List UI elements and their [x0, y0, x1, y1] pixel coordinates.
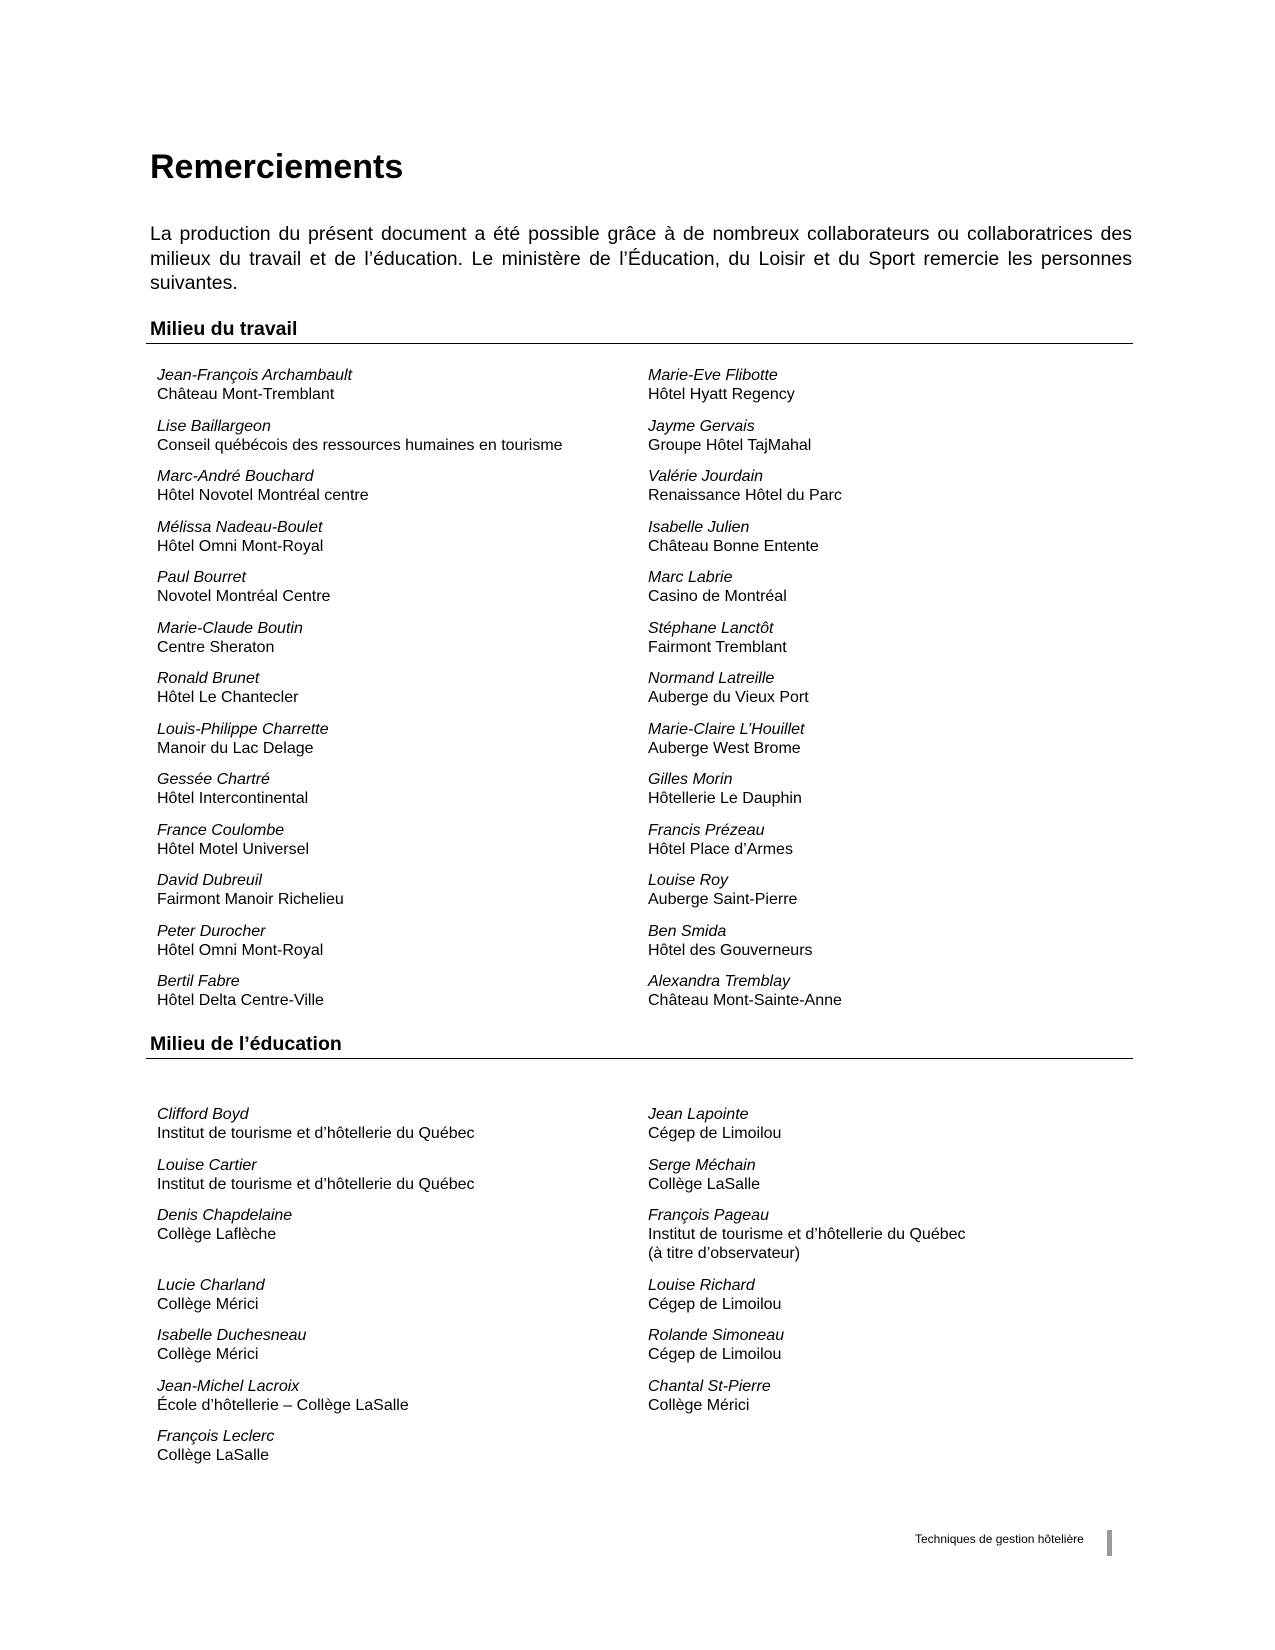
contributor-name: Mélissa Nadeau-Boulet: [157, 518, 323, 536]
list-item: [157, 518, 648, 556]
contributor-organization: Château Mont-Tremblant: [157, 386, 335, 403]
contributor-name: Francis Prézeau: [648, 821, 765, 839]
contributor-name: Normand Latreille: [648, 670, 775, 687]
contributor-name: Chantal St-Pierre: [648, 1377, 771, 1395]
contributor-name: Stéphane Lanctôt: [648, 619, 774, 637]
list-item: [648, 1206, 1048, 1263]
list-item: [157, 1156, 648, 1194]
contributor-name: Marie-Claude Boutin: [157, 619, 303, 637]
contributor-organization: Hôtel Intercontinental: [157, 790, 309, 807]
contributor-name: Serge Méchain: [648, 1156, 756, 1174]
list-item: [648, 1377, 1048, 1415]
list-item: [648, 1326, 1048, 1364]
contributor-organization: Groupe Hôtel TajMahal: [648, 436, 812, 454]
contributor-organization: Hôtel Motel Universel: [157, 840, 310, 858]
work-contributors-list: [157, 366, 1048, 1010]
list-item: [648, 1105, 1048, 1143]
section-heading-work: Milieu du travail: [150, 318, 298, 340]
list-item: [648, 518, 1048, 556]
contributor-organization: Institut de tourisme et d’hôtellerie du Québec: [157, 1175, 475, 1193]
list-item: [648, 1276, 1048, 1314]
list-item: [648, 871, 1048, 909]
contributor-name: Gessée Chartré: [157, 771, 270, 788]
contributor-organization: Collège Mérici: [157, 1346, 259, 1363]
contributor-organization: Hôtel Le Chantecler: [157, 689, 299, 706]
page-title: Remerciements: [150, 148, 404, 186]
intro-paragraph: La production du présent document a été possible grâce à de nombreux collaborateurs ou collaboratrices des milieux du travail et de l’éducation. Le ministère de l’Éducation, du Loisir et du Sport remercie les personnes suivantes.: [150, 223, 1132, 294]
contributor-name: Jean Lapointe: [648, 1106, 749, 1123]
list-item: [648, 1427, 1048, 1465]
contributor-organization: Collège LaSalle: [157, 1447, 270, 1464]
list-item: [157, 1276, 648, 1314]
list-item: [157, 568, 648, 606]
contributor-name: David Dubreuil: [157, 872, 262, 889]
contributor-organization: Institut de tourisme et d’hôtellerie du Québec: [648, 1226, 966, 1243]
list-item: [157, 1377, 648, 1415]
list-item: [648, 821, 1048, 859]
contributor-organization: Château Mont-Sainte-Anne: [648, 992, 842, 1009]
contributor-name: Clifford Boyd: [157, 1106, 249, 1123]
contributor-organization: Conseil québécois des ressources humaines en tourisme: [157, 436, 563, 454]
contributor-name: Isabelle Julien: [648, 518, 750, 536]
contributor-note: (à titre d’observateur): [648, 1245, 801, 1262]
list-item: [648, 568, 1048, 606]
contributor-name: Lise Baillargeon: [157, 417, 271, 435]
list-item: [157, 1326, 648, 1364]
list-item: [157, 770, 648, 808]
contributor-organization: Novotel Montréal Centre: [157, 588, 331, 605]
contributor-organization: Renaissance Hôtel du Parc: [648, 487, 842, 504]
list-item: [648, 619, 1048, 657]
contributor-name: Louise Cartier: [157, 1156, 257, 1174]
contributor-organization: Cégep de Limoilou: [648, 1346, 782, 1363]
contributor-name: Louise Roy: [648, 872, 729, 889]
list-item: [157, 1206, 648, 1263]
section-heading-education: Milieu de l’éducation: [150, 1033, 342, 1055]
contributor-organization: Collège Laflèche: [157, 1226, 277, 1243]
contributor-name: Bertil Fabre: [157, 973, 240, 990]
contributor-name: Jean-Michel Lacroix: [157, 1377, 300, 1395]
contributor-organization: Hôtel Delta Centre-Ville: [157, 992, 324, 1009]
contributor-name: Isabelle Duchesneau: [157, 1327, 307, 1344]
contributor-name: Alexandra Tremblay: [648, 973, 790, 990]
list-item: [157, 821, 648, 859]
contributor-name: Ronald Brunet: [157, 670, 260, 687]
list-item: [157, 972, 648, 1010]
contributor-organization: Hôtel Omni Mont-Royal: [157, 537, 324, 555]
contributor-name: Marc-André Bouchard: [157, 468, 314, 485]
contributor-organization: Hôtel des Gouverneurs: [648, 941, 813, 959]
contributor-organization: Hôtel Place d’Armes: [648, 840, 793, 858]
contributor-name: Peter Durocher: [157, 922, 266, 940]
list-item: [648, 366, 1048, 404]
contributor-organization: Casino de Montréal: [648, 588, 787, 605]
list-item: [648, 770, 1048, 808]
list-item: [648, 720, 1048, 758]
contributor-organization: Auberge Saint-Pierre: [648, 891, 798, 908]
footer-bar: [1107, 1530, 1112, 1556]
contributor-name: Ben Smida: [648, 922, 727, 940]
list-item: [648, 417, 1048, 455]
list-item: [157, 467, 648, 505]
list-item: [157, 366, 648, 404]
contributor-organization: Cégep de Limoilou: [648, 1295, 782, 1313]
contributor-organization: Fairmont Tremblant: [648, 638, 787, 656]
contributor-organization: Collège Mérici: [157, 1295, 259, 1313]
contributor-name: Marc Labrie: [648, 569, 733, 586]
contributor-name: Lucie Charland: [157, 1276, 265, 1294]
contributor-name: Valérie Jourdain: [648, 468, 764, 485]
contributor-organization: Hôtel Novotel Montréal centre: [157, 487, 369, 504]
list-item: [157, 1427, 648, 1465]
contributor-organization: Manoir du Lac Delage: [157, 739, 314, 757]
list-item: [157, 871, 648, 909]
contributor-organization: Fairmont Manoir Richelieu: [157, 891, 344, 908]
contributor-organization: Collège LaSalle: [648, 1175, 761, 1193]
contributor-name: Rolande Simoneau: [648, 1327, 785, 1344]
list-item: [648, 467, 1048, 505]
contributor-name: France Coulombe: [157, 821, 285, 839]
contributor-organization: Hôtel Omni Mont-Royal: [157, 941, 324, 959]
list-item: [157, 922, 648, 960]
contributor-organization: Auberge West Brome: [648, 739, 801, 757]
list-item: [157, 720, 648, 758]
contributor-name: Gilles Morin: [648, 771, 733, 788]
list-item: [157, 619, 648, 657]
contributor-name: Marie-Eve Flibotte: [648, 367, 778, 384]
contributor-organization: Château Bonne Entente: [648, 537, 819, 555]
contributor-name: Louis-Philippe Charrette: [157, 720, 329, 738]
list-item: [648, 1156, 1048, 1194]
contributor-name: François Leclerc: [157, 1428, 275, 1445]
section-divider: [146, 343, 1133, 344]
footer-title: Techniques de gestion hôtelière: [915, 1532, 1084, 1546]
list-item: [157, 417, 648, 455]
contributor-name: Marie-Claire L’Houillet: [648, 720, 805, 738]
contributor-organization: Hôtellerie Le Dauphin: [648, 790, 802, 807]
contributor-organization: Cégep de Limoilou: [648, 1125, 782, 1142]
contributor-name: Jean-François Archambault: [157, 367, 353, 384]
contributor-organization: Centre Sheraton: [157, 638, 275, 656]
list-item: [157, 1105, 648, 1143]
list-item: [157, 669, 648, 707]
contributor-organization: Institut de tourisme et d’hôtellerie du Québec: [157, 1125, 475, 1142]
contributor-name: Louise Richard: [648, 1276, 755, 1294]
contributor-name: Jayme Gervais: [648, 417, 755, 435]
section-divider: [146, 1058, 1133, 1059]
education-contributors-list: [157, 1105, 1048, 1465]
contributor-organization: Collège Mérici: [648, 1396, 750, 1414]
contributor-name: Paul Bourret: [157, 569, 246, 586]
list-item: [648, 669, 1048, 707]
contributor-organization: Auberge du Vieux Port: [648, 689, 809, 706]
list-item: [648, 922, 1048, 960]
contributor-name: Denis Chapdelaine: [157, 1207, 293, 1224]
contributor-organization: Hôtel Hyatt Regency: [648, 386, 795, 403]
contributor-name: François Pageau: [648, 1207, 769, 1224]
contributor-organization: École d’hôtellerie – Collège LaSalle: [157, 1396, 409, 1414]
list-item: [648, 972, 1048, 1010]
